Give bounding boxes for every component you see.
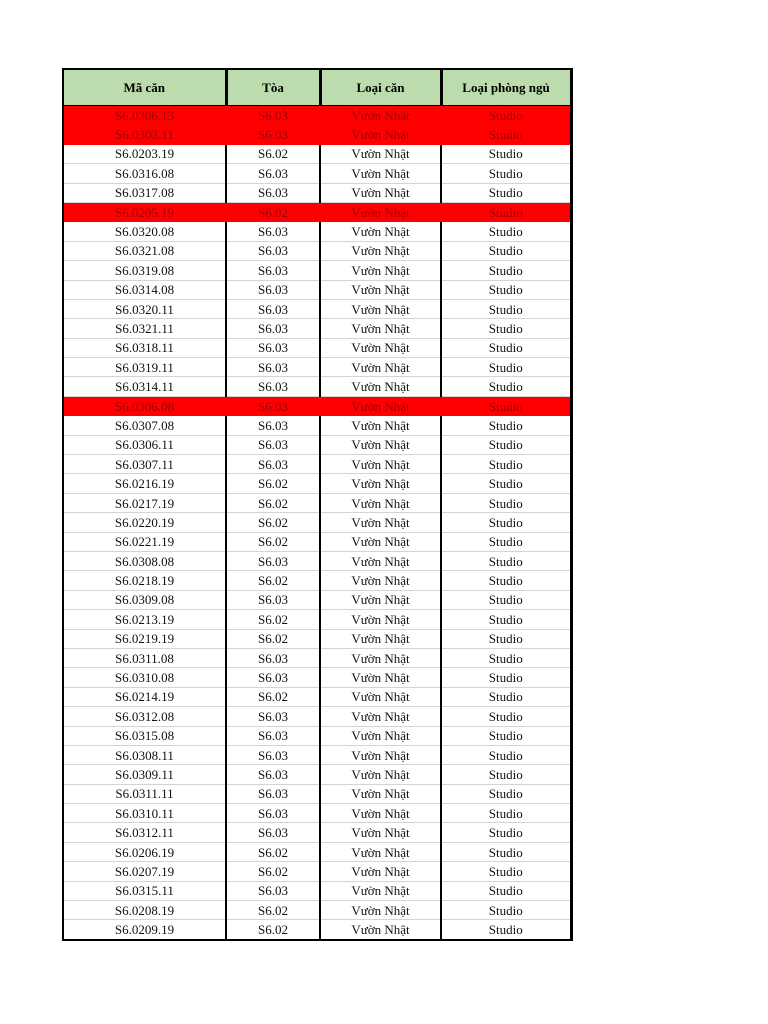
cell-loai-can: Vườn Nhật <box>320 901 441 920</box>
cell-ma-can: S6.0312.08 <box>63 707 226 726</box>
cell-loai-phong-ngu: Studio <box>441 377 571 396</box>
cell-ma-can: S6.0216.19 <box>63 474 226 493</box>
cell-ma-can: S6.0319.08 <box>63 261 226 280</box>
cell-loai-can: Vườn Nhật <box>320 862 441 881</box>
cell-toa: S6.02 <box>226 901 320 920</box>
cell-loai-can: Vườn Nhật <box>320 358 441 377</box>
cell-loai-phong-ngu: Studio <box>441 610 571 629</box>
cell-loai-can: Vườn Nhật <box>320 920 441 940</box>
cell-loai-phong-ngu: Studio <box>441 319 571 338</box>
cell-loai-phong-ngu: Studio <box>441 784 571 803</box>
header-ma-can: Mã căn <box>63 69 226 106</box>
table-row <box>63 901 571 920</box>
cell-loai-can: Vườn Nhật <box>320 804 441 823</box>
cell-toa: S6.03 <box>226 455 320 474</box>
cell-ma-can: S6.0208.19 <box>63 901 226 920</box>
cell-toa: S6.03 <box>226 551 320 570</box>
cell-toa: S6.03 <box>226 668 320 687</box>
cell-loai-phong-ngu: Studio <box>441 551 571 570</box>
cell-toa: S6.03 <box>226 648 320 667</box>
cell-loai-phong-ngu: Studio <box>441 920 571 940</box>
cell-toa: S6.03 <box>226 726 320 745</box>
table-header <box>63 69 571 106</box>
cell-ma-can: S6.0318.11 <box>63 338 226 357</box>
table-row <box>63 784 571 803</box>
cell-loai-phong-ngu: Studio <box>441 280 571 299</box>
cell-loai-phong-ngu: Studio <box>441 183 571 202</box>
cell-ma-can: S6.0312.11 <box>63 823 226 842</box>
table-row <box>63 164 571 183</box>
table-row <box>63 513 571 532</box>
cell-loai-can: Vườn Nhật <box>320 571 441 590</box>
cell-loai-phong-ngu: Studio <box>441 164 571 183</box>
cell-loai-phong-ngu: Studio <box>441 241 571 260</box>
table-row <box>63 261 571 280</box>
cell-ma-can: S6.0308.11 <box>63 745 226 764</box>
cell-ma-can: S6.0306.08 <box>63 396 226 415</box>
table-row <box>63 804 571 823</box>
cell-toa: S6.02 <box>226 862 320 881</box>
cell-toa: S6.02 <box>226 920 320 940</box>
cell-ma-can: S6.0314.11 <box>63 377 226 396</box>
cell-toa: S6.03 <box>226 299 320 318</box>
cell-toa: S6.03 <box>226 745 320 764</box>
cell-loai-can: Vườn Nhật <box>320 106 441 125</box>
cell-ma-can: S6.0221.19 <box>63 532 226 551</box>
cell-loai-phong-ngu: Studio <box>441 435 571 454</box>
cell-loai-can: Vườn Nhật <box>320 416 441 435</box>
cell-ma-can: S6.0209.19 <box>63 920 226 940</box>
cell-loai-can: Vườn Nhật <box>320 222 441 241</box>
cell-ma-can: S6.0321.11 <box>63 319 226 338</box>
cell-toa: S6.02 <box>226 513 320 532</box>
cell-loai-phong-ngu: Studio <box>441 474 571 493</box>
cell-loai-phong-ngu: Studio <box>441 125 571 144</box>
table-row <box>63 416 571 435</box>
cell-loai-phong-ngu: Studio <box>441 513 571 532</box>
cell-loai-can: Vườn Nhật <box>320 455 441 474</box>
cell-ma-can: S6.0219.19 <box>63 629 226 648</box>
cell-loai-can: Vườn Nhật <box>320 610 441 629</box>
table-row <box>63 474 571 493</box>
cell-loai-can: Vườn Nhật <box>320 842 441 861</box>
cell-loai-phong-ngu: Studio <box>441 261 571 280</box>
cell-ma-can: S6.0310.08 <box>63 668 226 687</box>
cell-toa: S6.03 <box>226 358 320 377</box>
cell-loai-phong-ngu: Studio <box>441 687 571 706</box>
header-row <box>63 69 571 106</box>
table-row <box>63 202 571 221</box>
table-row <box>63 842 571 861</box>
cell-ma-can: S6.0214.19 <box>63 687 226 706</box>
cell-loai-phong-ngu: Studio <box>441 493 571 512</box>
cell-loai-can: Vườn Nhật <box>320 629 441 648</box>
cell-loai-can: Vườn Nhật <box>320 765 441 784</box>
cell-loai-can: Vườn Nhật <box>320 183 441 202</box>
cell-ma-can: S6.0207.19 <box>63 862 226 881</box>
cell-toa: S6.03 <box>226 707 320 726</box>
table-row <box>63 668 571 687</box>
table-row <box>63 881 571 900</box>
cell-ma-can: S6.0306.13 <box>63 106 226 125</box>
header-loai-can: Loại căn <box>320 69 441 106</box>
table-row <box>63 338 571 357</box>
cell-ma-can: S6.0311.08 <box>63 648 226 667</box>
cell-loai-can: Vườn Nhật <box>320 261 441 280</box>
cell-ma-can: S6.0307.11 <box>63 455 226 474</box>
cell-toa: S6.02 <box>226 629 320 648</box>
cell-toa: S6.02 <box>226 202 320 221</box>
cell-loai-phong-ngu: Studio <box>441 144 571 163</box>
cell-loai-can: Vườn Nhật <box>320 435 441 454</box>
header-loai-phong-ngu: Loại phòng ngủ <box>441 69 571 106</box>
table-row <box>63 590 571 609</box>
cell-ma-can: S6.0217.19 <box>63 493 226 512</box>
cell-toa: S6.03 <box>226 319 320 338</box>
cell-ma-can: S6.0319.11 <box>63 358 226 377</box>
cell-toa: S6.03 <box>226 164 320 183</box>
cell-loai-can: Vườn Nhật <box>320 745 441 764</box>
cell-toa: S6.03 <box>226 823 320 842</box>
cell-loai-phong-ngu: Studio <box>441 222 571 241</box>
table-row <box>63 319 571 338</box>
cell-loai-can: Vườn Nhật <box>320 668 441 687</box>
cell-toa: S6.03 <box>226 377 320 396</box>
cell-loai-can: Vườn Nhật <box>320 551 441 570</box>
cell-loai-can: Vườn Nhật <box>320 590 441 609</box>
table-row <box>63 358 571 377</box>
cell-loai-can: Vườn Nhật <box>320 377 441 396</box>
table-row <box>63 455 571 474</box>
cell-toa: S6.02 <box>226 532 320 551</box>
cell-loai-can: Vườn Nhật <box>320 823 441 842</box>
cell-loai-can: Vườn Nhật <box>320 513 441 532</box>
table-row <box>63 629 571 648</box>
cell-loai-can: Vườn Nhật <box>320 144 441 163</box>
cell-loai-can: Vườn Nhật <box>320 125 441 144</box>
cell-toa: S6.02 <box>226 571 320 590</box>
cell-toa: S6.03 <box>226 125 320 144</box>
table-row <box>63 280 571 299</box>
cell-loai-phong-ngu: Studio <box>441 842 571 861</box>
cell-ma-can: S6.0317.08 <box>63 183 226 202</box>
cell-loai-phong-ngu: Studio <box>441 571 571 590</box>
table-row <box>63 765 571 784</box>
cell-toa: S6.03 <box>226 183 320 202</box>
cell-toa: S6.03 <box>226 881 320 900</box>
cell-loai-phong-ngu: Studio <box>441 455 571 474</box>
cell-toa: S6.03 <box>226 280 320 299</box>
table-row <box>63 435 571 454</box>
cell-ma-can: S6.0205.19 <box>63 202 226 221</box>
cell-toa: S6.02 <box>226 610 320 629</box>
cell-loai-phong-ngu: Studio <box>441 765 571 784</box>
cell-ma-can: S6.0320.08 <box>63 222 226 241</box>
cell-toa: S6.03 <box>226 435 320 454</box>
cell-loai-phong-ngu: Studio <box>441 590 571 609</box>
cell-toa: S6.03 <box>226 590 320 609</box>
cell-loai-can: Vườn Nhật <box>320 784 441 803</box>
cell-loai-phong-ngu: Studio <box>441 106 571 125</box>
cell-toa: S6.02 <box>226 493 320 512</box>
cell-ma-can: S6.0308.08 <box>63 551 226 570</box>
cell-ma-can: S6.0309.08 <box>63 590 226 609</box>
cell-loai-phong-ngu: Studio <box>441 707 571 726</box>
cell-loai-phong-ngu: Studio <box>441 823 571 842</box>
table-row <box>63 920 571 940</box>
table-row <box>63 610 571 629</box>
table-row <box>63 396 571 415</box>
cell-toa: S6.03 <box>226 765 320 784</box>
cell-loai-phong-ngu: Studio <box>441 668 571 687</box>
cell-loai-phong-ngu: Studio <box>441 299 571 318</box>
cell-toa: S6.03 <box>226 106 320 125</box>
cell-ma-can: S6.0218.19 <box>63 571 226 590</box>
cell-toa: S6.03 <box>226 241 320 260</box>
table-row <box>63 106 571 125</box>
cell-loai-phong-ngu: Studio <box>441 416 571 435</box>
cell-loai-can: Vườn Nhật <box>320 164 441 183</box>
cell-ma-can: S6.0310.11 <box>63 804 226 823</box>
cell-loai-can: Vườn Nhật <box>320 338 441 357</box>
cell-ma-can: S6.0206.19 <box>63 842 226 861</box>
cell-toa: S6.02 <box>226 842 320 861</box>
cell-ma-can: S6.0321.08 <box>63 241 226 260</box>
cell-loai-phong-ngu: Studio <box>441 396 571 415</box>
table-row <box>63 144 571 163</box>
table-row <box>63 571 571 590</box>
table-row <box>63 183 571 202</box>
cell-toa: S6.02 <box>226 474 320 493</box>
cell-loai-can: Vườn Nhật <box>320 319 441 338</box>
cell-loai-can: Vườn Nhật <box>320 648 441 667</box>
table-row <box>63 299 571 318</box>
table-row <box>63 823 571 842</box>
cell-loai-can: Vườn Nhật <box>320 493 441 512</box>
cell-ma-can: S6.0320.11 <box>63 299 226 318</box>
cell-ma-can: S6.0306.11 <box>63 435 226 454</box>
cell-loai-phong-ngu: Studio <box>441 745 571 764</box>
cell-ma-can: S6.0309.11 <box>63 765 226 784</box>
cell-loai-can: Vườn Nhật <box>320 202 441 221</box>
cell-loai-can: Vườn Nhật <box>320 687 441 706</box>
cell-loai-can: Vườn Nhật <box>320 299 441 318</box>
cell-ma-can: S6.0203.19 <box>63 144 226 163</box>
cell-loai-can: Vườn Nhật <box>320 726 441 745</box>
cell-toa: S6.03 <box>226 416 320 435</box>
cell-loai-phong-ngu: Studio <box>441 881 571 900</box>
cell-loai-can: Vườn Nhật <box>320 280 441 299</box>
cell-ma-can: S6.0315.08 <box>63 726 226 745</box>
cell-loai-can: Vườn Nhật <box>320 881 441 900</box>
table-row <box>63 241 571 260</box>
cell-loai-can: Vườn Nhật <box>320 707 441 726</box>
cell-ma-can: S6.0314.08 <box>63 280 226 299</box>
cell-loai-phong-ngu: Studio <box>441 629 571 648</box>
table-row <box>63 493 571 512</box>
cell-ma-can: S6.0311.11 <box>63 784 226 803</box>
cell-loai-phong-ngu: Studio <box>441 532 571 551</box>
cell-loai-can: Vườn Nhật <box>320 474 441 493</box>
table-row <box>63 707 571 726</box>
table-row <box>63 125 571 144</box>
cell-loai-can: Vườn Nhật <box>320 532 441 551</box>
cell-toa: S6.02 <box>226 144 320 163</box>
table-row <box>63 648 571 667</box>
table-row <box>63 862 571 881</box>
cell-loai-phong-ngu: Studio <box>441 862 571 881</box>
cell-loai-phong-ngu: Studio <box>441 901 571 920</box>
cell-toa: S6.03 <box>226 784 320 803</box>
cell-loai-phong-ngu: Studio <box>441 648 571 667</box>
table-row <box>63 745 571 764</box>
cell-loai-phong-ngu: Studio <box>441 338 571 357</box>
table-row <box>63 222 571 241</box>
cell-ma-can: S6.0303.11 <box>63 125 226 144</box>
cell-toa: S6.03 <box>226 338 320 357</box>
cell-toa: S6.03 <box>226 396 320 415</box>
table-row <box>63 532 571 551</box>
apartment-table <box>62 68 573 941</box>
table-body <box>63 106 571 940</box>
cell-loai-phong-ngu: Studio <box>441 202 571 221</box>
header-toa: Tòa <box>226 69 320 106</box>
table-row <box>63 551 571 570</box>
cell-ma-can: S6.0213.19 <box>63 610 226 629</box>
cell-loai-phong-ngu: Studio <box>441 804 571 823</box>
cell-ma-can: S6.0315.11 <box>63 881 226 900</box>
table-row <box>63 687 571 706</box>
cell-loai-phong-ngu: Studio <box>441 726 571 745</box>
cell-loai-can: Vườn Nhật <box>320 241 441 260</box>
cell-loai-phong-ngu: Studio <box>441 358 571 377</box>
cell-toa: S6.03 <box>226 261 320 280</box>
table-row <box>63 377 571 396</box>
cell-ma-can: S6.0307.08 <box>63 416 226 435</box>
table-row <box>63 726 571 745</box>
cell-loai-can: Vườn Nhật <box>320 396 441 415</box>
cell-toa: S6.02 <box>226 687 320 706</box>
cell-toa: S6.03 <box>226 804 320 823</box>
cell-toa: S6.03 <box>226 222 320 241</box>
cell-ma-can: S6.0316.08 <box>63 164 226 183</box>
cell-ma-can: S6.0220.19 <box>63 513 226 532</box>
